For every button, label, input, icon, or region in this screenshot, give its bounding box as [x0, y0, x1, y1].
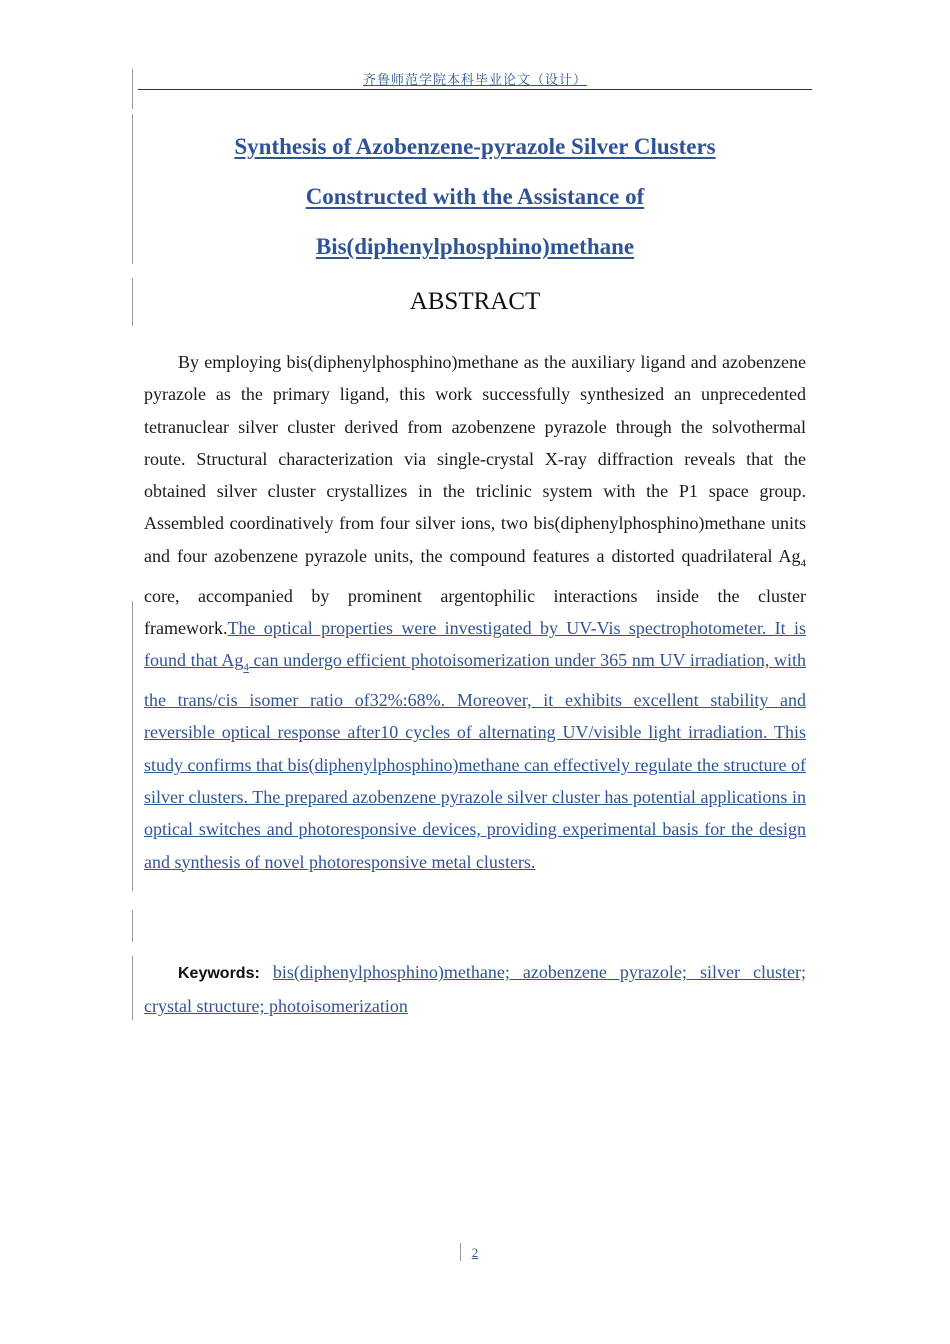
change-bar-abstract-heading — [132, 278, 133, 326]
change-bar-header — [132, 69, 133, 109]
page-number: 2 — [471, 1245, 479, 1260]
abstract-original-subscript: 4 — [800, 557, 806, 570]
paper-title — [144, 122, 806, 272]
title-line-3: Bis(diphenylphosphino)methane — [315, 234, 635, 259]
abstract-heading: ABSTRACT — [409, 288, 541, 315]
change-bar-spacer — [132, 910, 133, 942]
abstract-revised-text-b: can undergo efficient photoisomerization under 365 nm UV irradiation, with the trans/cis isomer ratio of32%:68%. Moreover, it exhibits excellent stability and reversible optical response after10 cycles of alternating UV/visible light irradiation. This study confirms that bis(diphenylphosphino)methane can effectively regulate the structure of silver clusters. The prepared azobenzene pyrazole silver cluster has potential applications in optical switches and photoresponsive devices, providing experimental basis for the design and synthesis of novel photoresponsive metal clusters. — [144, 650, 807, 872]
keywords-values: bis(diphenylphosphino)methane; azobenzene pyrazole; silver cluster; crystal structure; photoisomerization — [144, 962, 806, 1017]
page-header: 齐鲁师范学院本科毕业论文（设计） — [362, 73, 587, 88]
abstract-original-tail: core, accompanied by prominent argentophilic interactions inside the cluster framework. — [144, 585, 806, 638]
abstract-revised-subscript: 4 — [243, 661, 249, 674]
keywords-paragraph — [144, 956, 806, 1023]
change-bar-title — [132, 114, 133, 264]
header-rule — [138, 89, 812, 90]
abstract-revised-text-a: The optical properties were investigated by UV-Vis spectrophotometer. It is found that Ag — [144, 617, 806, 671]
change-bar-abstract-revision — [132, 601, 133, 891]
title-line-1: Synthesis of Azobenzene-pyrazole Silver Clusters — [234, 134, 716, 159]
title-line-2: Constructed with the Assistance of — [305, 184, 645, 209]
abstract-paragraph — [144, 346, 806, 878]
abstract-original-text: By employing bis(diphenylphosphino)methane as the auxiliary ligand and azobenzene pyrazole as the primary ligand, this work successfully synthesized an unprecedented tetranuclear silver cluster derived from azobenzene pyrazole through the solvothermal route. Structural characterization via single-crystal X-ray diffraction reveals that the obtained silver cluster crystallizes in the triclinic system with the P1 space group. Assembled coordinatively from four silver ions, two bis(diphenylphosphino)methane units and four azobenzene pyrazole units, the compound features a distorted quadrilateral Ag — [144, 352, 806, 566]
keywords-label: Keywords: — [178, 965, 260, 982]
change-bar-keywords — [132, 956, 133, 1020]
